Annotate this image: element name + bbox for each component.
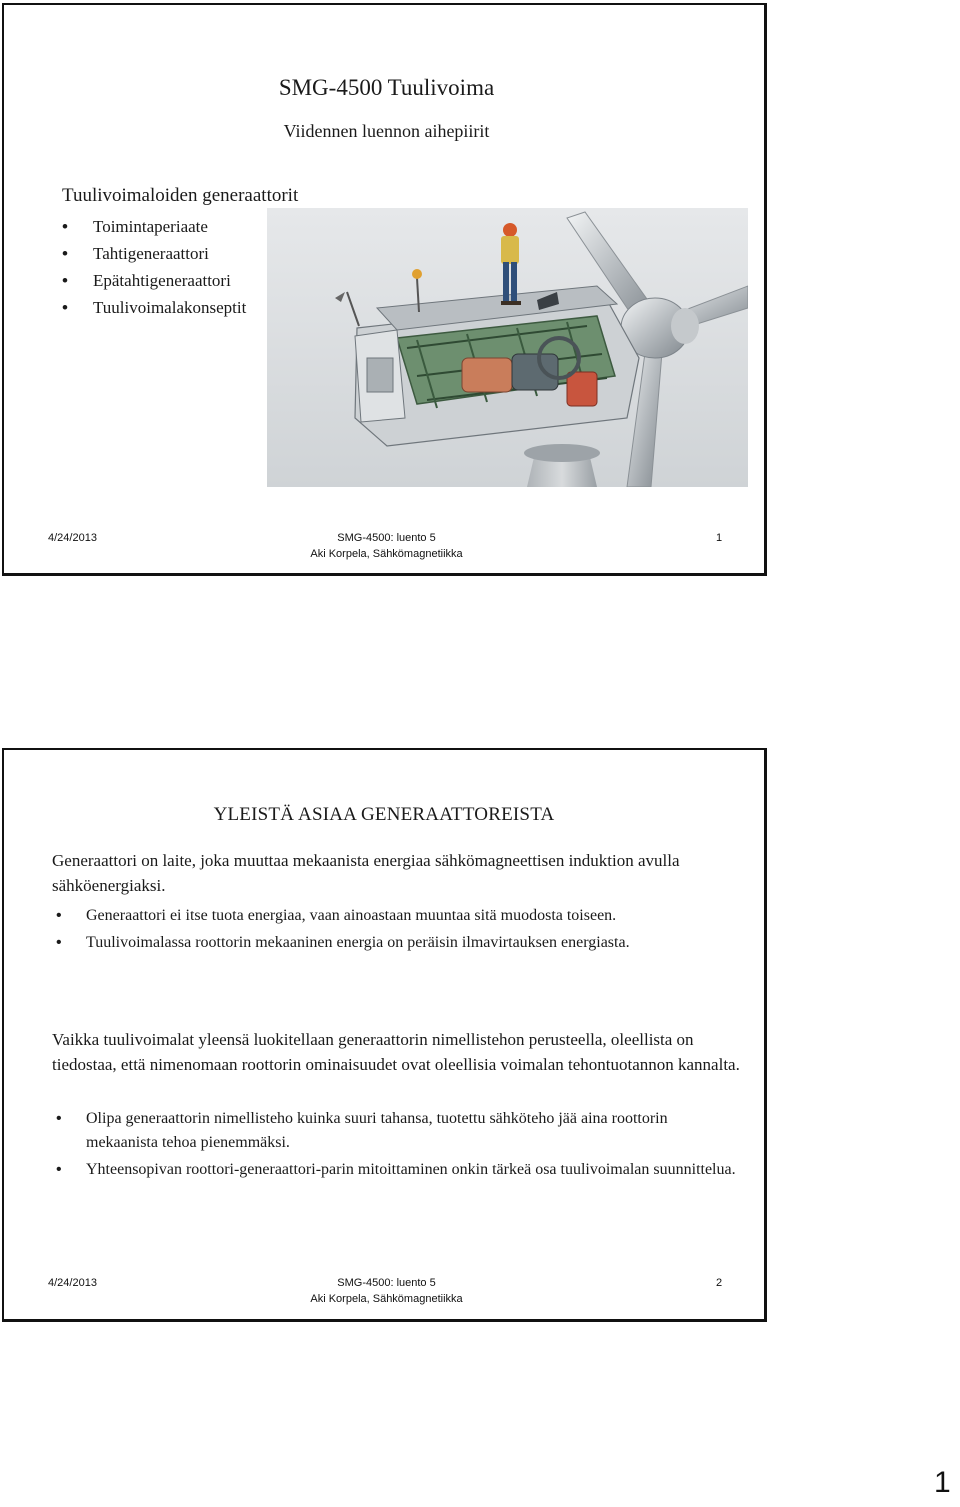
footer-page-number: 1 (716, 532, 723, 544)
bullet-icon: • (62, 298, 68, 317)
slide-1-bullet-list (62, 213, 246, 321)
bullet-icon: • (62, 244, 68, 263)
bullet-icon: • (56, 907, 62, 924)
footer-course: SMG-4500: luento 5 (337, 1277, 436, 1289)
slide-2-paragraph-1: Generaattori on laite, joka muuttaa mekaanista energiaa sähkömagneettisen induktion avulla sähköenergiaksi. (52, 851, 680, 895)
list-item: • Tuulivoimalassa roottorin mekaaninen energia on peräisin ilmavirtauksen energiasta. (52, 931, 742, 955)
slide-1-title: SMG-4500 Tuulivoima (278, 75, 495, 100)
footer-course: SMG-4500: luento 5 (337, 532, 436, 544)
list-item: • Generaattori ei itse tuota energiaa, vaan ainoastaan muuntaa sitä muodosta toiseen. (52, 904, 742, 928)
slide-1 (2, 3, 767, 576)
list-item: • Epätahtigeneraattori (62, 267, 246, 294)
slide-2 (2, 748, 767, 1322)
slide-1-subtitle: Viidennen luennon aihepiirit (283, 121, 490, 141)
footer-page-number: 2 (716, 1277, 723, 1289)
slide-1-heading: Tuulivoimaloiden generaattorit (62, 185, 299, 206)
list-item: • Olipa generaattorin nimellisteho kuinka suuri tahansa, tuotettu sähköteho jää aina roottorin mekaanista tehoa pienemmäksi. (52, 1107, 742, 1155)
footer-center (254, 1275, 519, 1307)
list-item: • Toimintaperiaate (62, 213, 246, 240)
bullet-icon: • (56, 1161, 62, 1178)
slide-2-paragraph-2: Vaikka tuulivoimalat yleensä luokitellaan generaattorin nimellistehon perusteella, oleellista on tiedostaa, että nimenomaan roottorin ominaisuudet ovat oleellisia voimalan tehontuotannon kannalta. (52, 1030, 740, 1074)
document-page-number: 1 (934, 1466, 951, 1499)
bullet-icon: • (62, 217, 68, 236)
footer-date: 4/24/2013 (48, 532, 97, 544)
bullet-icon: • (56, 1110, 62, 1127)
slide-2-title: YLEISTÄ ASIAA GENERAATTOREISTA (213, 804, 555, 825)
bullet-icon: • (62, 271, 68, 290)
footer-date: 4/24/2013 (48, 1277, 97, 1289)
bullet-icon: • (56, 934, 62, 951)
wind-turbine-nacelle-cutaway-illustration (267, 208, 748, 487)
footer-center (254, 530, 519, 562)
list-item: • Tahtigeneraattori (62, 240, 246, 267)
footer-author: Aki Korpela, Sähkömagnetiikka (310, 548, 463, 560)
list-item: • Tuulivoimalakonseptit (62, 294, 246, 321)
slide-2-bullet-list-2 (52, 1107, 742, 1185)
slide-2-bullet-list-1 (52, 904, 742, 958)
footer-author: Aki Korpela, Sähkömagnetiikka (310, 1293, 463, 1305)
list-item: • Yhteensopivan roottori-generaattori-parin mitoittaminen onkin tärkeä osa tuulivoimalan suunnittelua. (52, 1158, 742, 1182)
